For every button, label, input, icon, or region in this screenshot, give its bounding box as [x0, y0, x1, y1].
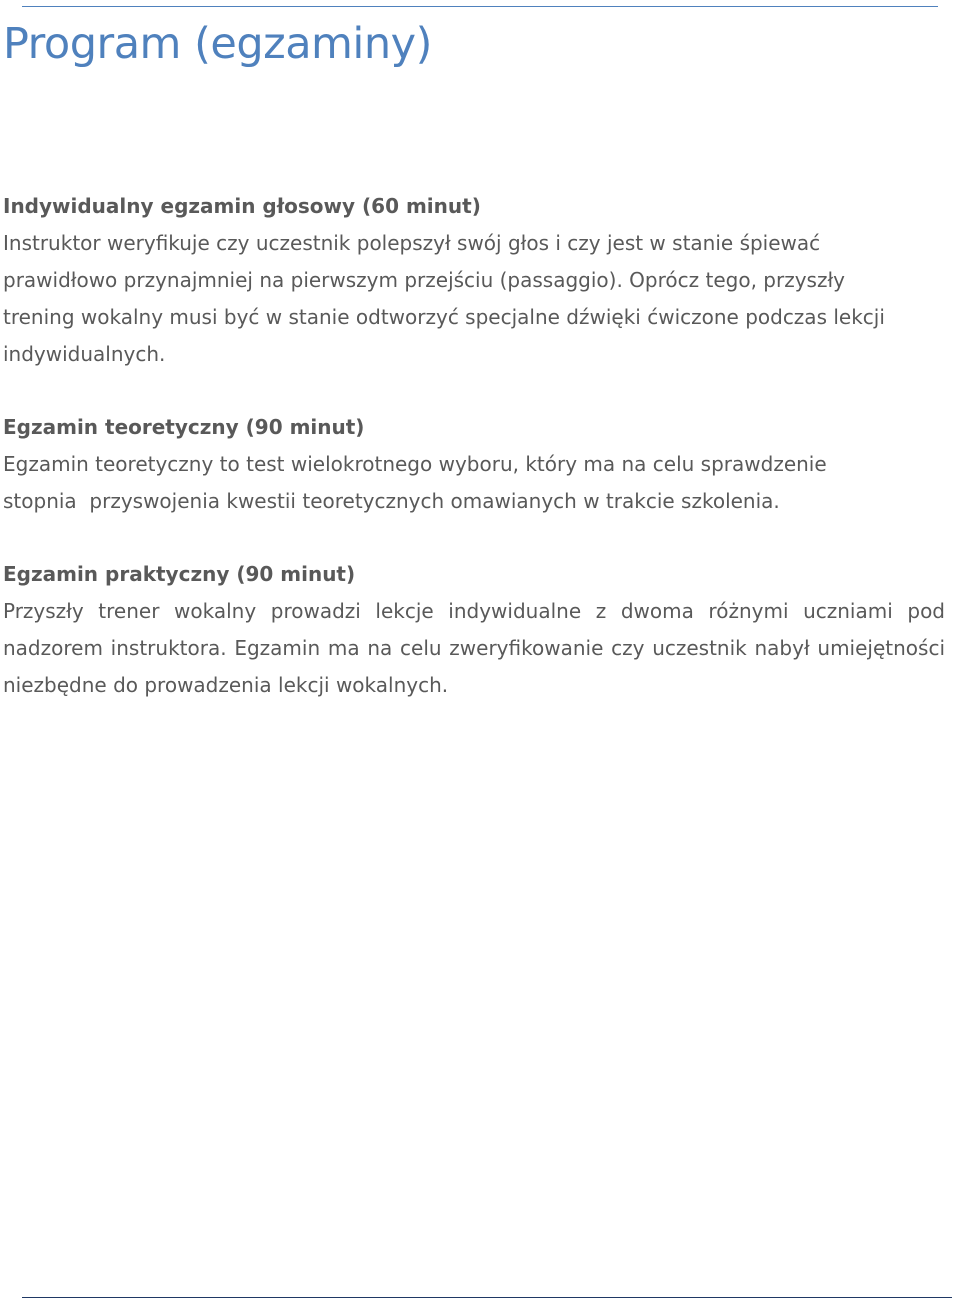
section-theory-exam — [3, 409, 945, 520]
section-paragraph — [3, 225, 945, 373]
section-heading: Indywidualny egzamin głosowy (60 minut) — [3, 194, 481, 218]
paragraph-line: indywidualnych. — [3, 342, 166, 366]
section-heading: Egzamin praktyczny (90 minut) — [3, 562, 356, 586]
document-body — [3, 188, 945, 740]
section-paragraph: Przyszły trener wokalny prowadzi lekcje indywidualne z dwoma różnymi uczniami pod nadzorem instruktora. Egzamin ma na celu zweryfikowanie czy uczestnik nabył umiejętności niezbędne do prowadzenia lekcji wokalnych. — [3, 599, 945, 697]
top-divider — [22, 6, 938, 7]
section-practical-exam — [3, 556, 945, 704]
paragraph-line: Egzamin teoretyczny to test wielokrotnego wyboru, który ma na celu sprawdzenie — [3, 452, 827, 476]
paragraph-line: prawidłowo przynajmniej na pierwszym przejściu (passaggio). Oprócz tego, przyszły — [3, 268, 845, 292]
paragraph-line: stopnia przyswojenia kwestii teoretycznych omawianych w trakcie szkolenia. — [3, 489, 780, 513]
section-heading: Egzamin teoretyczny (90 minut) — [3, 415, 365, 439]
paragraph-line: trening wokalny musi być w stanie odtworzyć specjalne dźwięki ćwiczone podczas lekcji — [3, 305, 885, 329]
bottom-divider — [22, 1297, 952, 1298]
page-title: Program (egzaminy) — [3, 19, 432, 69]
section-voice-exam — [3, 188, 945, 373]
paragraph-line: Instruktor weryfikuje czy uczestnik polepszył swój głos i czy jest w stanie śpiewać — [3, 231, 821, 255]
section-paragraph — [3, 446, 945, 520]
